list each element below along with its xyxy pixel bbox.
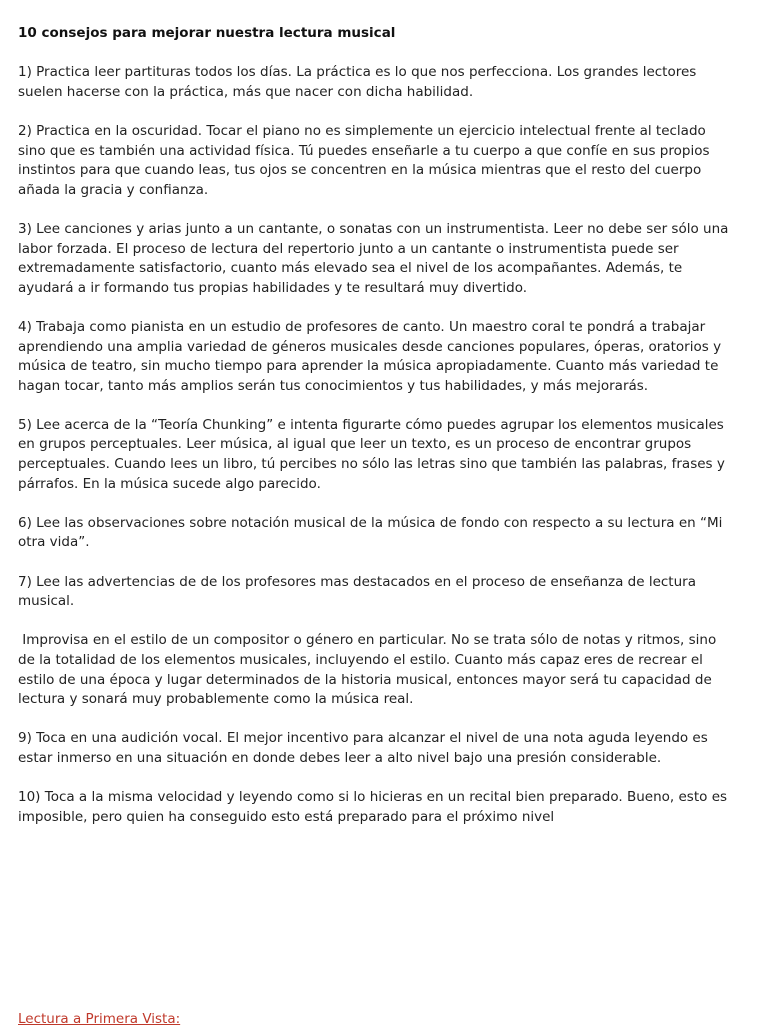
tip-paragraph-5: 5) Lee acerca de la “Teoría Chunking” e intenta figurarte cómo puedes agrupar los elementos musicales en grupos perceptuales. Leer música, al igual que leer un texto, es un proceso de encontrar grupos perceptuales. Cuando lees un libro, tú percibes no sólo las letras sino que también las palabras, frases y párrafos. En la música sucede algo parecido. bbox=[18, 416, 730, 492]
tip-paragraph-3: 3) Lee canciones y arias junto a un cantante, o sonatas con un instrumentista. Leer no debe ser sólo una labor forzada. El proceso de lectura del repertorio junto a un cantante o instrumentista puede ser extremadamente satisfactorio, cuanto más elevado sea el nivel de los acompañantes. Además, te ayudará a ir formando tus propias habilidades y te resultará muy divertido. bbox=[18, 220, 733, 296]
footer-link-lectura-primera-vista[interactable]: Lectura a Primera Vista: bbox=[18, 1011, 181, 1027]
tip-paragraph-8: Improvisa en el estilo de un compositor o género en particular. No se trata sólo de notas y ritmos, sino de la totalidad de los elementos musicales, incluyendo el estilo. Cuanto más capaz eres de recrear el estilo de una época y lugar determinados de la historia musical, entonces mayor será tu capacidad de lectura y sonará muy probablemente como la música real. bbox=[18, 632, 721, 708]
tip-paragraph-7: 7) Lee las advertencias de de los profesores mas destacados en el proceso de enseñanza de lectura musical. bbox=[18, 573, 701, 610]
tip-paragraph-10: 10) Toca a la misma velocidad y leyendo como si lo hicieras en un recital bien preparado. Bueno, esto es imposible, pero quien ha conseguido esto está preparado para el próximo nivel bbox=[18, 789, 732, 825]
document-title: 10 consejos para mejorar nuestra lectura musical bbox=[18, 25, 396, 41]
tip-paragraph-6: 6) Lee las observaciones sobre notación musical de la música de fondo con respecto a su lectura en “Mi otra vida”. bbox=[18, 514, 727, 551]
tip-paragraph-4: 4) Trabaja como pianista en un estudio de profesores de canto. Un maestro coral te pondrá a trabajar aprendiendo una amplia variedad de géneros musicales desde canciones populares, óperas, oratorios y música de teatro, sin mucho tiempo para aprender la música apropiadamente. Cuanto más variedad te hagan tocar, tanto más amplios serán tus conocimientos y tus habilidades, y más mejorarás. bbox=[18, 318, 726, 394]
document-body bbox=[18, 24, 734, 847]
tip-paragraph-9: 9) Toca en una audición vocal. El mejor incentivo para alcanzar el nivel de una nota aguda leyendo es estar inmerso en una situación en donde debes leer a alto nivel bajo una presión considerable. bbox=[18, 730, 713, 766]
tip-paragraph-2: 2) Practica en la oscuridad. Tocar el piano no es simplemente un ejercicio intelectual frente al teclado sino que es también una actividad física. Tú puedes enseñarle a tu cuerpo a que confíe en sus propios instintos para que cuando leas, tus ojos se concentren en la música mientras que el resto del cuerpo añada la gracia y confianza. bbox=[18, 122, 714, 198]
tip-paragraph-1: 1) Practica leer partituras todos los días. La práctica es lo que nos perfecciona. Los grandes lectores suelen hacerse con la práctica, más que nacer con dicha habilidad. bbox=[18, 64, 701, 100]
